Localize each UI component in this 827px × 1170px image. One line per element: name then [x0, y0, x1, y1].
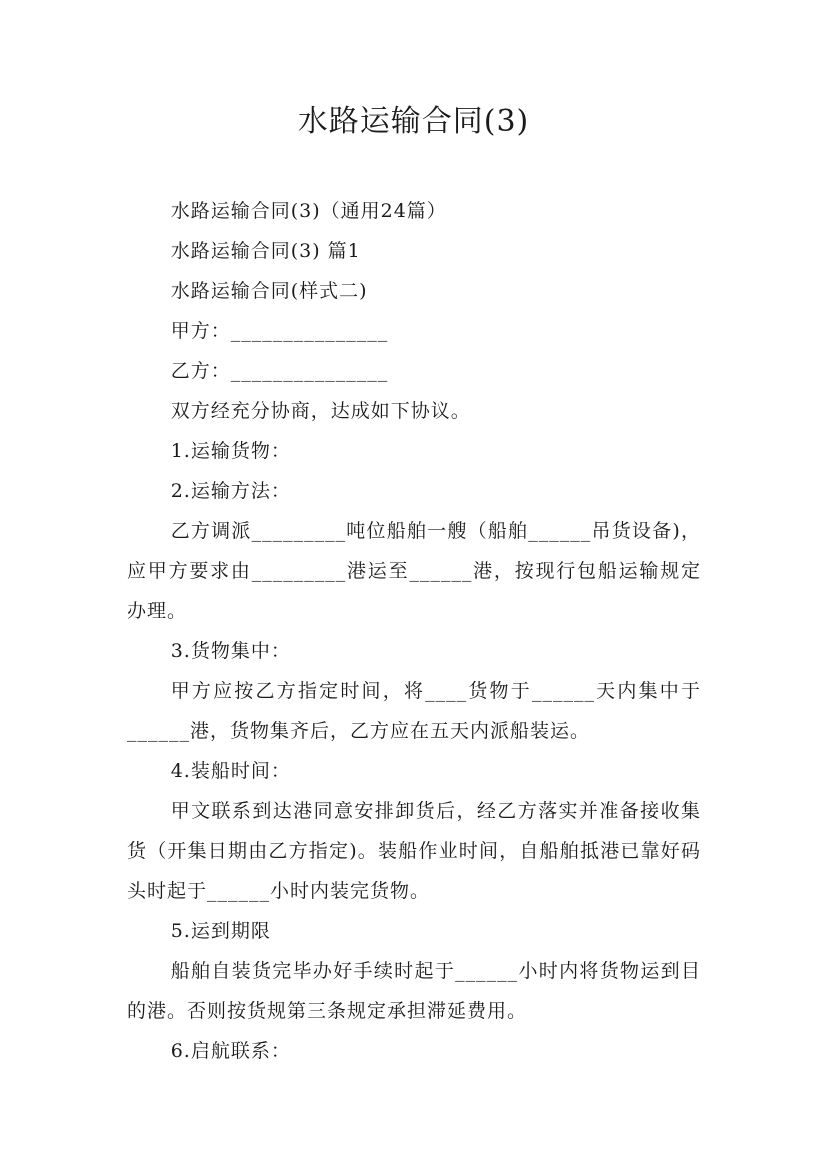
clause-heading-1: 1.运输货物：: [170, 440, 291, 462]
party-b-line: 乙方：_______________: [170, 360, 389, 382]
clause-body-4: 甲文联系到达港同意安排卸货后，经乙方落实并准备接收集货（开集日期由乙方指定)。装船作业时间，自船舶抵港已靠好码头时起于______小时内装完货物。: [127, 800, 701, 902]
party-a-line: 甲方：_______________: [170, 320, 389, 342]
template-heading: 水路运输合同(样式二): [170, 280, 368, 302]
clause-heading-5: 5.运到期限: [170, 920, 271, 942]
document-body: [127, 191, 701, 1071]
agreement-intro: 双方经充分协商，达成如下协议。: [170, 400, 471, 422]
clause-body-5: 船舶自装货完毕办好手续时起于______小时内将货物运到目的港。否则按货规第三条规定承担滞延费用。: [127, 960, 701, 1022]
clause-body-2: 乙方调派_________吨位船舶一艘（船舶______吊货设备)，应甲方要求由_________港运至______港，按现行包船运输规定办理。: [127, 520, 701, 622]
section-heading: 水路运输合同(3) 篇1: [170, 240, 361, 262]
clause-body-3: 甲方应按乙方指定时间，将____货物于______天内集中于______港，货物集齐后，乙方应在五天内派船装运。: [127, 680, 701, 742]
clause-heading-4: 4.装船时间：: [170, 760, 291, 782]
subtitle-line: 水路运输合同(3)（通用24篇）: [170, 200, 447, 222]
document-title: 水路运输合同(3): [297, 104, 530, 139]
clause-heading-3: 3.货物集中：: [170, 640, 291, 662]
clause-heading-2: 2.运输方法：: [170, 480, 291, 502]
clause-heading-6: 6.启航联系：: [170, 1040, 291, 1062]
